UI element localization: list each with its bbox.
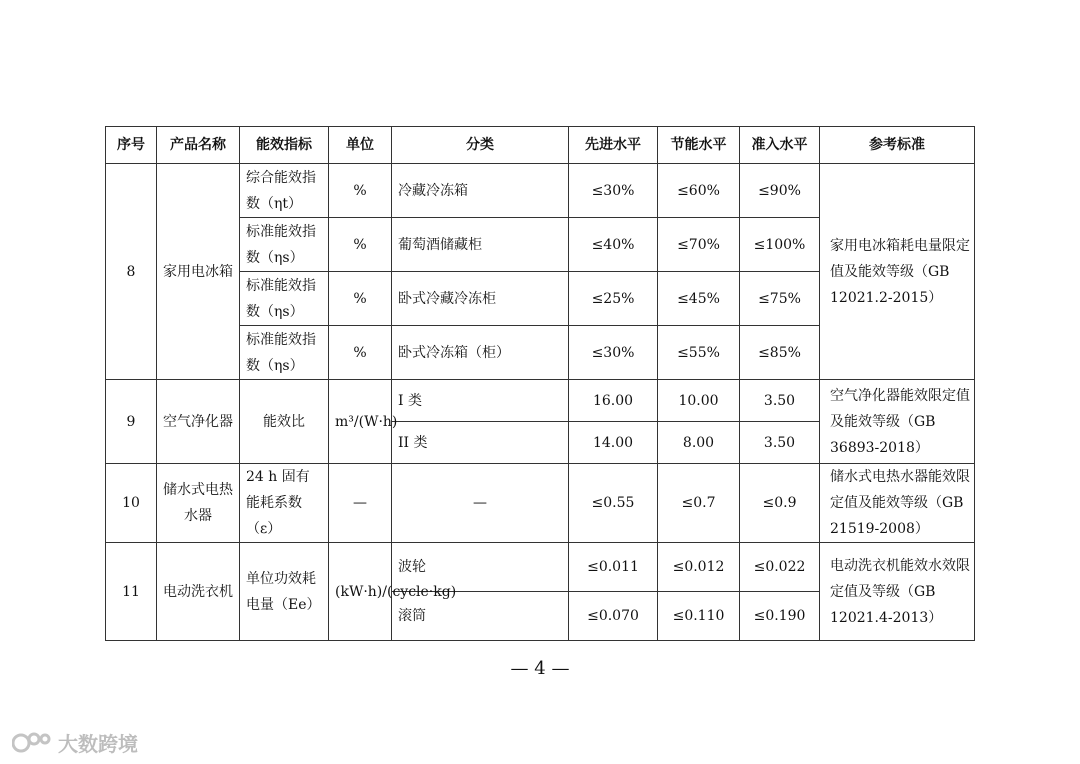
category-cell: 滚筒 — [392, 592, 569, 641]
energy-standards-table — [105, 126, 975, 641]
header-entry: 准入水平 — [740, 127, 820, 164]
entry-cell: ≤90% — [740, 164, 820, 218]
unit-cell: m³/(W·h) — [329, 380, 392, 464]
page-number: — 4 — — [510, 658, 570, 679]
indicator-cell: 标准能效指数（ηs） — [240, 218, 329, 272]
saving-cell: 10.00 — [658, 380, 740, 422]
advanced-cell: ≤0.070 — [569, 592, 658, 641]
indicator-cell: 24 h 固有能耗系数（ε） — [240, 464, 329, 543]
category-cell: 波轮 — [392, 543, 569, 592]
category-cell: — — [392, 464, 569, 543]
header-advanced: 先进水平 — [569, 127, 658, 164]
advanced-cell: 14.00 — [569, 422, 658, 464]
saving-cell: ≤0.110 — [658, 592, 740, 641]
advanced-cell: ≤0.55 — [569, 464, 658, 543]
product-name: 家用电冰箱 — [157, 164, 240, 380]
reference-cell: 电动洗衣机能效水效限定值及等级（GB 12021.4-2013） — [820, 543, 975, 641]
saving-cell: ≤60% — [658, 164, 740, 218]
category-cell: 葡萄酒储藏柜 — [392, 218, 569, 272]
header-product: 产品名称 — [157, 127, 240, 164]
indicator-cell: 能效比 — [240, 380, 329, 464]
advanced-cell: ≤40% — [569, 218, 658, 272]
saving-cell: ≤55% — [658, 326, 740, 380]
header-category: 分类 — [392, 127, 569, 164]
entry-cell: ≤0.9 — [740, 464, 820, 543]
product-name: 空气净化器 — [157, 380, 240, 464]
advanced-cell: ≤0.011 — [569, 543, 658, 592]
saving-cell: ≤45% — [658, 272, 740, 326]
saving-cell: 8.00 — [658, 422, 740, 464]
entry-cell: ≤85% — [740, 326, 820, 380]
row-number: 8 — [106, 164, 157, 380]
entry-cell: ≤75% — [740, 272, 820, 326]
reference-cell: 家用电冰箱耗电量限定值及能效等级（GB 12021.2-2015） — [820, 164, 975, 380]
unit-cell: (kW·h)/(cycle·kg) — [329, 543, 392, 641]
indicator-cell: 单位功效耗电量（Ee） — [240, 543, 329, 641]
advanced-cell: 16.00 — [569, 380, 658, 422]
category-cell: 卧式冷藏冷冻柜 — [392, 272, 569, 326]
product-name: 电动洗衣机 — [157, 543, 240, 641]
indicator-cell: 标准能效指数（ηs） — [240, 326, 329, 380]
entry-cell: 3.50 — [740, 422, 820, 464]
table-row — [106, 464, 975, 543]
entry-cell: ≤0.190 — [740, 592, 820, 641]
watermark-text: 大数跨境 — [58, 732, 138, 756]
row-number: 10 — [106, 464, 157, 543]
table-row — [106, 380, 975, 422]
unit-cell: % — [329, 218, 392, 272]
header-indicator: 能效指标 — [240, 127, 329, 164]
saving-cell: ≤70% — [658, 218, 740, 272]
indicator-cell: 综合能效指数（ηt） — [240, 164, 329, 218]
header-unit: 单位 — [329, 127, 392, 164]
unit-cell: % — [329, 164, 392, 218]
table-row — [106, 164, 975, 218]
entry-cell: ≤100% — [740, 218, 820, 272]
watermark — [12, 728, 138, 757]
header-no: 序号 — [106, 127, 157, 164]
category-cell: 冷藏冷冻箱 — [392, 164, 569, 218]
category-cell: 卧式冷冻箱（柜） — [392, 326, 569, 380]
advanced-cell: ≤25% — [569, 272, 658, 326]
unit-cell: — — [329, 464, 392, 543]
watermark-logo-icon — [12, 730, 52, 756]
advanced-cell: ≤30% — [569, 326, 658, 380]
row-number: 11 — [106, 543, 157, 641]
saving-cell: ≤0.012 — [658, 543, 740, 592]
entry-cell: 3.50 — [740, 380, 820, 422]
indicator-cell: 标准能效指数（ηs） — [240, 272, 329, 326]
reference-cell: 空气净化器能效限定值及能效等级（GB 36893-2018） — [820, 380, 975, 464]
category-cell: II 类 — [392, 422, 569, 464]
unit-cell: % — [329, 272, 392, 326]
header-reference: 参考标准 — [820, 127, 975, 164]
reference-cell: 储水式电热水器能效限定值及能效等级（GB 21519-2008） — [820, 464, 975, 543]
product-name: 储水式电热水器 — [157, 464, 240, 543]
row-number: 9 — [106, 380, 157, 464]
saving-cell: ≤0.7 — [658, 464, 740, 543]
unit-cell: % — [329, 326, 392, 380]
table-row — [106, 543, 975, 592]
table-header-row — [106, 127, 975, 164]
category-cell: I 类 — [392, 380, 569, 422]
entry-cell: ≤0.022 — [740, 543, 820, 592]
advanced-cell: ≤30% — [569, 164, 658, 218]
header-saving: 节能水平 — [658, 127, 740, 164]
